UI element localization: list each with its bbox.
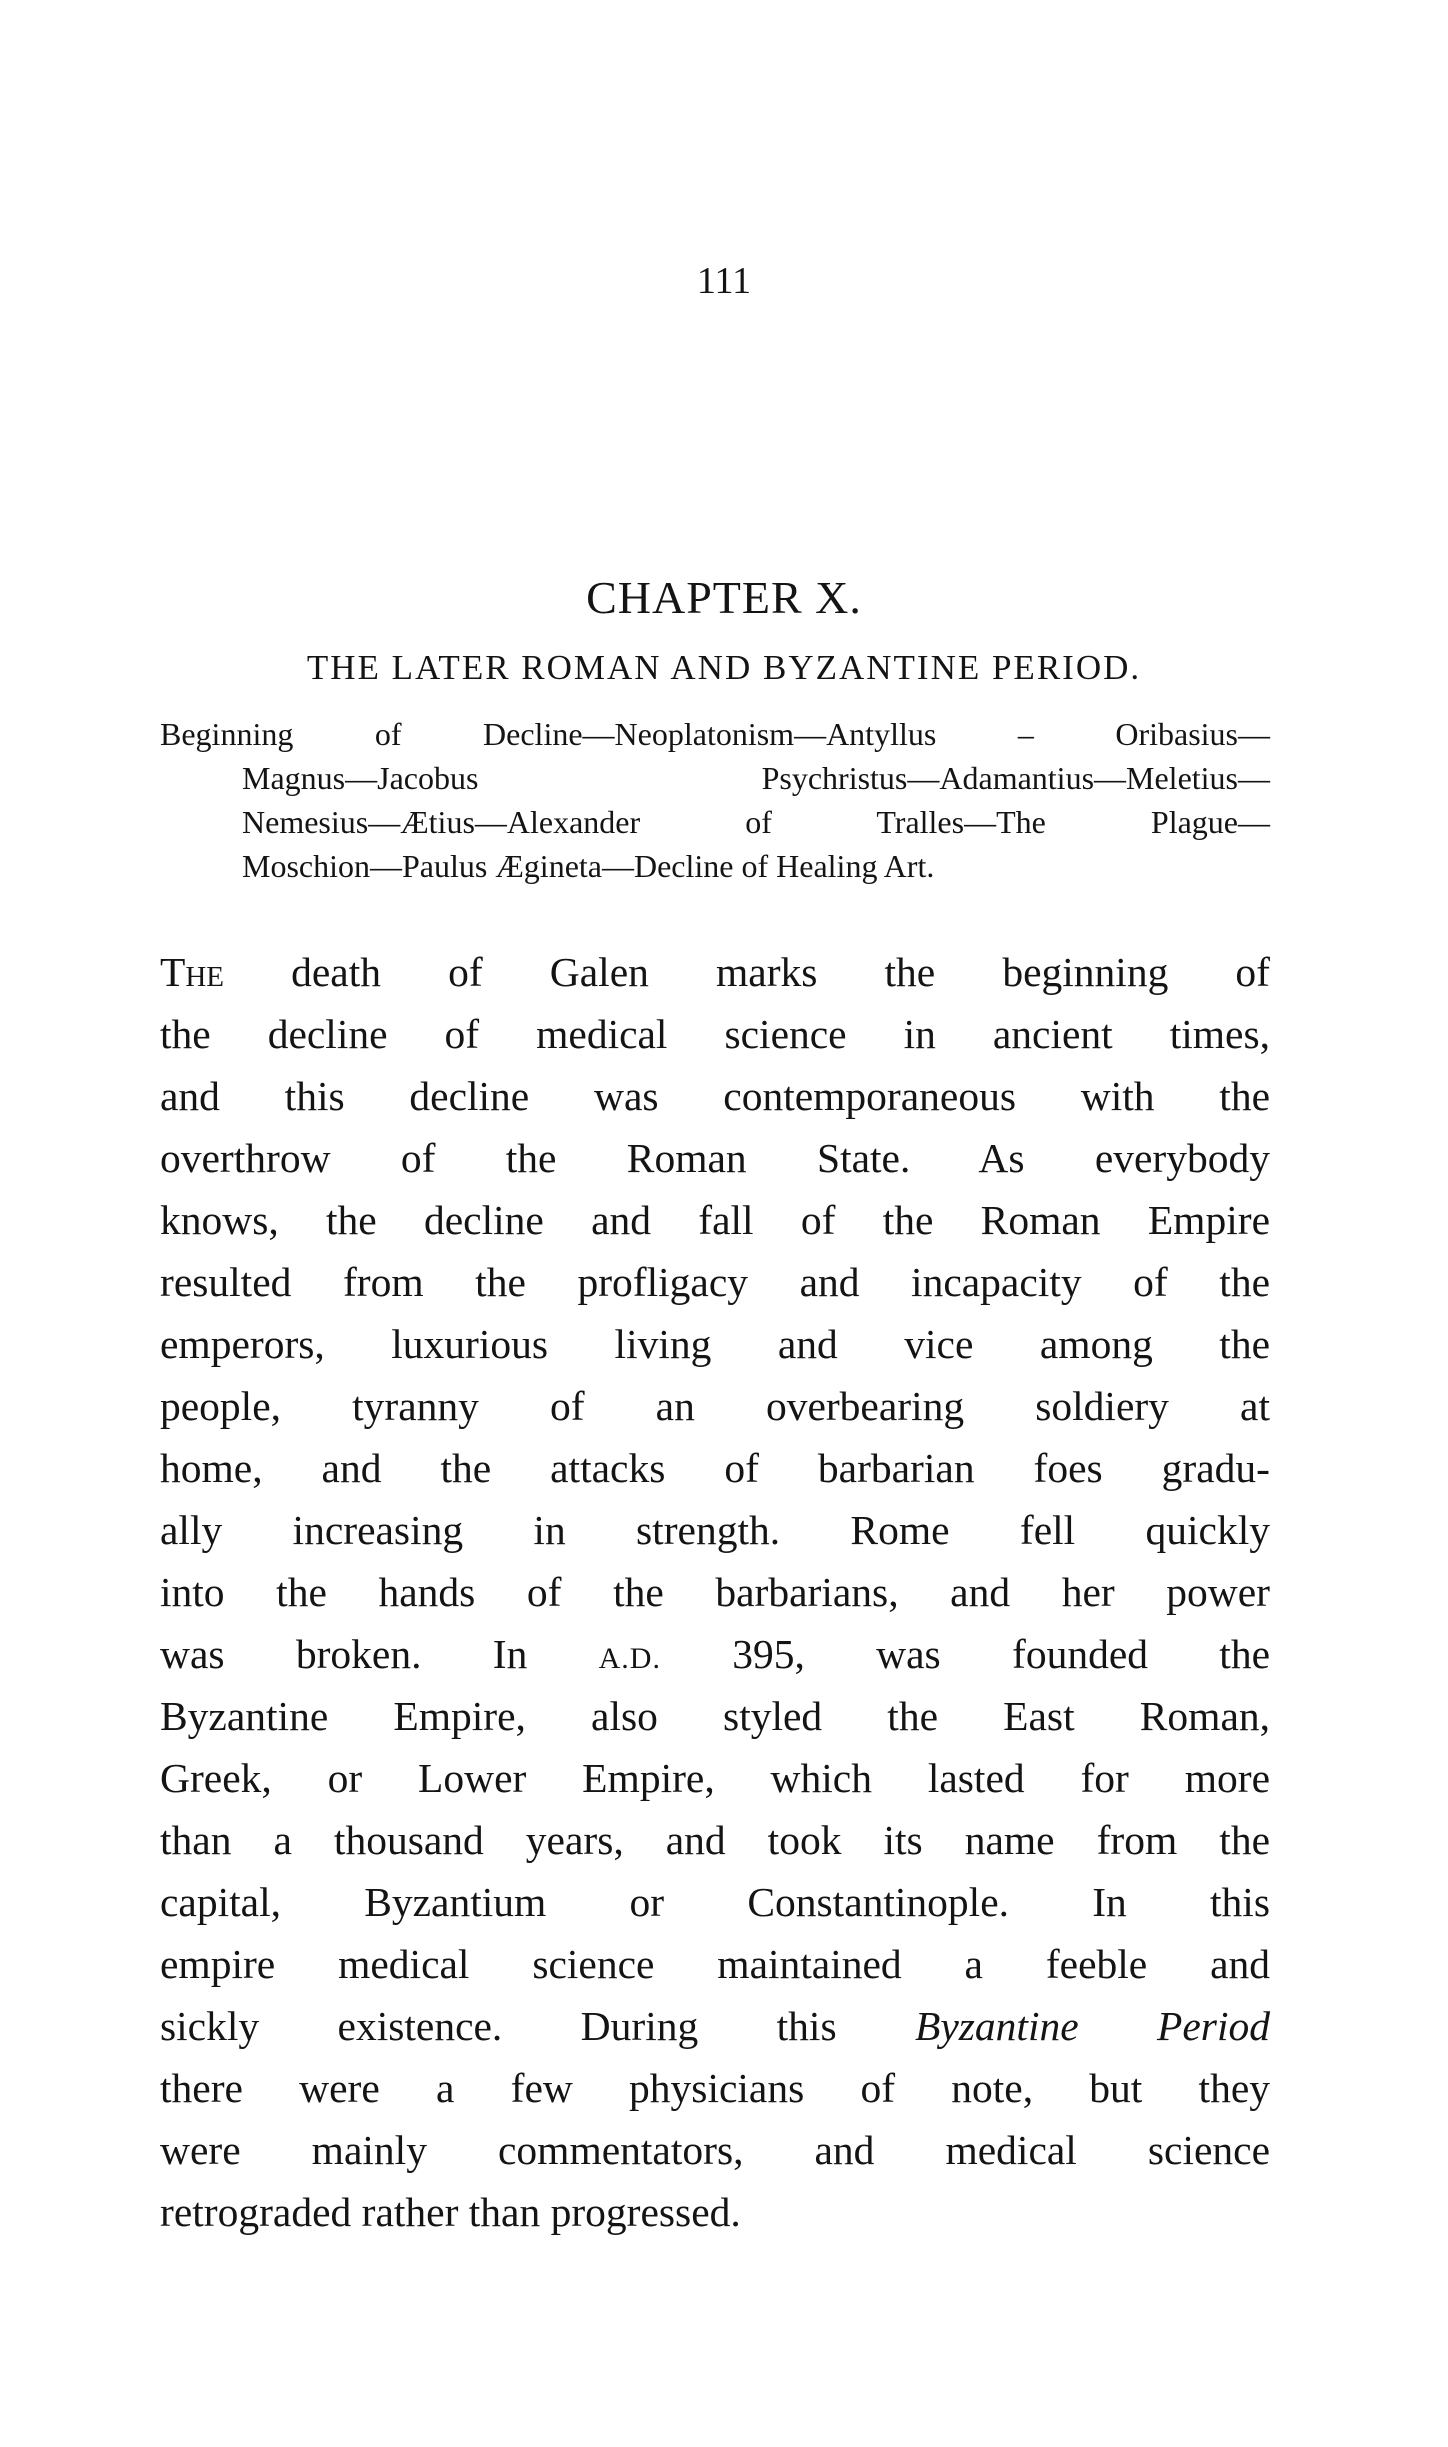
synopsis-line: Moschion—Paulus Ægineta—Decline of Healing Art. — [242, 848, 935, 884]
italic-term: Byzantine Period — [915, 2003, 1270, 2049]
line-text: sickly existence. During this — [160, 2003, 915, 2049]
paragraph-line: home, and the attacks of barbarian foes gradu- — [160, 1445, 1270, 1491]
paragraph-line: than a thousand years, and took its name from the — [160, 1817, 1270, 1863]
paragraph-line: there were a few physicians of note, but they — [160, 2065, 1270, 2111]
paragraph-line: retrograded rather than progressed. — [160, 2189, 741, 2235]
line-text: was broken. In — [160, 1631, 599, 1677]
body-paragraph — [160, 941, 1270, 2243]
paragraph-line: the decline of medical science in ancient times, — [160, 1011, 1270, 1057]
chapter-synopsis — [160, 712, 1270, 888]
opening-word: The — [160, 949, 225, 995]
paragraph-line: emperors, luxurious living and vice among the — [160, 1321, 1270, 1367]
synopsis-line: Nemesius—Ætius—Alexander of Tralles—The Plague— — [242, 804, 1270, 840]
paragraph-line: knows, the decline and fall of the Roman Empire — [160, 1197, 1270, 1243]
line-text: death of Galen marks the beginning of — [224, 949, 1270, 995]
paragraph-line: Byzantine Empire, also styled the East Roman, — [160, 1693, 1270, 1739]
line-text: 395, was founded the — [660, 1631, 1270, 1677]
paragraph-line: people, tyranny of an overbearing soldiery at — [160, 1383, 1270, 1429]
paragraph-line — [160, 941, 1270, 1003]
synopsis-line: Magnus—Jacobus Psychristus—Adamantius—Meletius— — [242, 760, 1270, 796]
chapter-subtitle: THE LATER ROMAN AND BYZANTINE PERIOD. — [306, 648, 1142, 687]
page-number: 111 — [696, 260, 752, 302]
paragraph-line: Greek, or Lower Empire, which lasted for more — [160, 1755, 1270, 1801]
paragraph-line: resulted from the profligacy and incapacity of the — [160, 1259, 1270, 1305]
paragraph-line: overthrow of the Roman State. As everybody — [160, 1135, 1270, 1181]
paragraph-line — [160, 1995, 1270, 2057]
paragraph-line: empire medical science maintained a feeble and — [160, 1941, 1270, 1987]
synopsis-line: Beginning of Decline—Neoplatonism—Antyllus – Oribasius— — [160, 716, 1270, 752]
paragraph-line: capital, Byzantium or Constantinople. In this — [160, 1879, 1270, 1925]
paragraph-line — [160, 1623, 1270, 1685]
paragraph-line: and this decline was contemporaneous with the — [160, 1073, 1270, 1119]
era-abbreviation: A.D. — [598, 1642, 661, 1675]
paragraph-line: into the hands of the barbarians, and her power — [160, 1569, 1270, 1615]
paragraph-line: ally increasing in strength. Rome fell quickly — [160, 1507, 1270, 1553]
chapter-title: CHAPTER X. — [586, 572, 862, 623]
paragraph-line: were mainly commentators, and medical science — [160, 2127, 1270, 2173]
